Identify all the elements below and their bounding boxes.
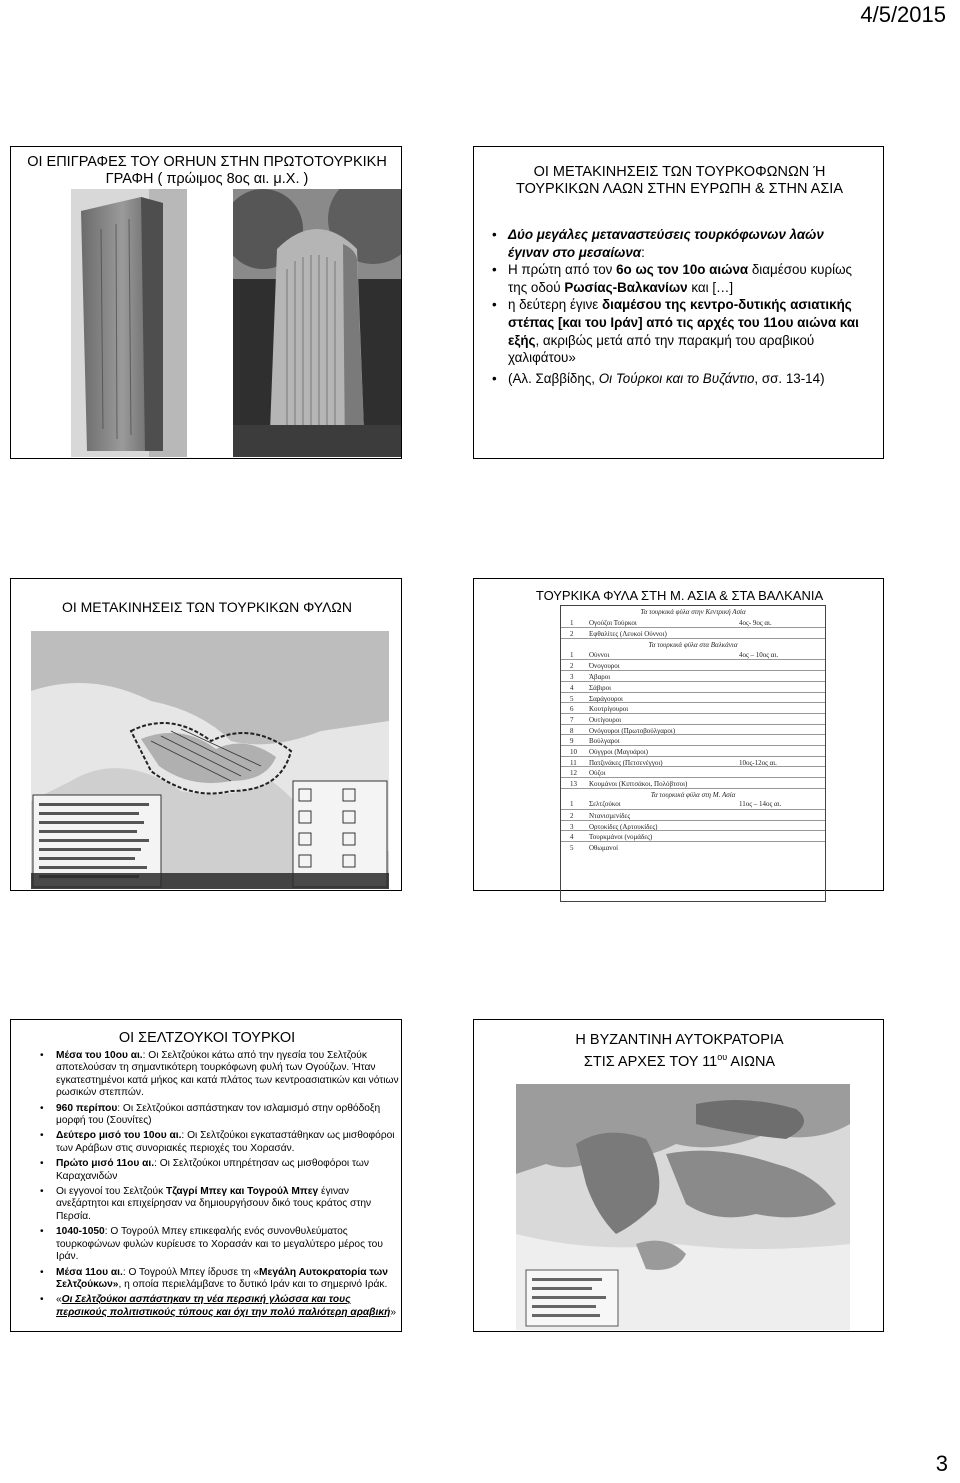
slide-1-title bbox=[11, 154, 402, 188]
text: διαμέσου κυρίως της οδού bbox=[508, 262, 852, 295]
text: Η πρώτη από τον bbox=[508, 262, 617, 278]
text: : Οι Σελτζούκοι κάτω από την ηγεσία του Σελτζούκ αποτελούσαν τη σημαντικότερη τουρκόφωνη φυλή των Ογούζων. Ήταν εγκατεστημένοι κατά μήκος και κατά πλάτος των κεντροασιατικών και νότιων ρωσικών στεππών. bbox=[56, 1050, 399, 1099]
table-row bbox=[561, 766, 825, 777]
tribe-name: Ονόγουροι (Πρωτοβούλγαροι) bbox=[589, 726, 676, 735]
table-row bbox=[561, 670, 825, 681]
list-item bbox=[40, 1130, 400, 1155]
text-bold: Μέσα 11ου αι. bbox=[56, 1266, 123, 1278]
turkic-migrations-map bbox=[31, 631, 389, 889]
text-bold: 1040-1050 bbox=[56, 1226, 105, 1238]
text: , ακριβώς μετά από την παρακμή του αραβικού χαλιφάτου» bbox=[508, 332, 815, 366]
text-bold-italic-underline: Οι Σελτζούκοι ασπάστηκαν τη νέα περσική γλώσσα και τους περσικούς πολιτιστικούς τύπους και όχι την πολύ παλιότερη αραβική bbox=[56, 1294, 391, 1318]
text: » bbox=[390, 1306, 396, 1318]
tribe-name: Ντανισμενίδες bbox=[589, 812, 631, 821]
list-item bbox=[40, 1294, 400, 1319]
table-row bbox=[561, 617, 825, 628]
table-group-balkans bbox=[561, 649, 825, 788]
row-number: 3 bbox=[570, 673, 574, 682]
row-number: 12 bbox=[570, 769, 577, 778]
tribe-name: Ούννοι bbox=[589, 650, 610, 659]
slide-6-title-line1: Η ΒΥΖΑΝΤΙΝΗ ΑΥΤΟΚΡΑΤΟΡΙΑ bbox=[575, 1032, 784, 1048]
table-row bbox=[561, 798, 825, 809]
slide-2-bullet-3 bbox=[492, 296, 864, 366]
table-row bbox=[561, 841, 825, 852]
tribe-name: Ογούζοι Τούρκοι bbox=[589, 618, 637, 627]
row-number: 8 bbox=[570, 726, 574, 735]
text-bold: Μεγάλη Αυτοκρατορία των Σελτζούκων» bbox=[56, 1266, 388, 1290]
list-item bbox=[40, 1050, 400, 1100]
slide-2-bullet-1 bbox=[492, 226, 864, 261]
text-italic: Οι Τούρκοι και το Βυζάντιο bbox=[598, 370, 755, 386]
row-number: 3 bbox=[570, 822, 574, 831]
table-row bbox=[561, 809, 825, 820]
tribe-name: Άβαροι bbox=[589, 673, 611, 682]
table-row bbox=[561, 756, 825, 767]
list-item bbox=[40, 1226, 400, 1263]
slide-6 bbox=[473, 1019, 884, 1332]
slide-3 bbox=[10, 578, 402, 891]
century-range: 10ος-12ος αι. bbox=[739, 758, 777, 767]
tribe-name: Ορτοκίδες (Αρτουκίδες) bbox=[589, 822, 658, 831]
table-row bbox=[561, 724, 825, 735]
row-number: 1 bbox=[570, 800, 574, 809]
row-number: 2 bbox=[570, 662, 574, 671]
text-bold: Μέσα του 10ου αι. bbox=[56, 1050, 143, 1061]
table-row bbox=[561, 777, 825, 788]
row-number: 6 bbox=[570, 705, 574, 714]
slide-2-body bbox=[492, 226, 864, 387]
slide-5-title: ΟΙ ΣΕΛΤΖΟΥΚΟΙ ΤΟΥΡΚΟΙ bbox=[118, 1030, 296, 1046]
table-section-header: Τα τουρκικά φύλα στα Βαλκάνια bbox=[561, 638, 825, 649]
tribe-name: Βούλγαροι bbox=[589, 737, 620, 746]
table-row bbox=[561, 659, 825, 670]
slide-2-title-line2: ΤΟΥΡΚΙΚΩΝ ΛΑΩΝ ΣΤΗΝ ΕΥΡΩΠΗ & ΣΤΗΝ ΑΣΙΑ bbox=[515, 181, 843, 197]
slide-1 bbox=[10, 146, 402, 459]
table-row bbox=[561, 649, 825, 660]
tribe-name: Κουτρίγουροι bbox=[589, 705, 629, 714]
tribe-name: Εφθαλίτες (Λευκοί Ούννοι) bbox=[589, 630, 667, 639]
row-number: 13 bbox=[570, 780, 577, 788]
text: : Οι Σελτζούκοι εγκαταστάθηκαν ως μισθοφόροι των Αράβων στις συνοριακές περιοχές του Χορασάν. bbox=[56, 1130, 395, 1154]
page-number: 3 bbox=[935, 1451, 948, 1476]
century-range: 11ος – 14ος αι. bbox=[739, 800, 782, 809]
tribe-name: Πατζινάκες (Πετσενέγγοι) bbox=[589, 758, 663, 767]
row-number: 2 bbox=[570, 812, 574, 821]
table-row bbox=[561, 681, 825, 692]
text: : Οι Σελτζούκοι υπηρέτησαν ως μισθοφόροι των Καραχανιδών bbox=[56, 1158, 369, 1182]
slide-3-title: ΟΙ ΜΕΤΑΚΙΝΗΣΕΙΣ ΤΩΝ ΤΟΥΡΚΙΚΩΝ ΦΥΛΩΝ bbox=[61, 599, 353, 615]
orhun-stele-photo-right bbox=[233, 189, 401, 457]
century-range: 4ος – 10ος αι. bbox=[739, 650, 779, 659]
table-row bbox=[561, 830, 825, 841]
table-row bbox=[561, 702, 825, 713]
tribe-name: Τουρκμάνοι (νομάδες) bbox=[589, 833, 653, 842]
text: , η οποία περιελάμβανε το δυτικό Ιράν και το σημερινό Ιράκ. bbox=[118, 1278, 388, 1290]
text: έγιναν ανεξάρτητοι και επιχείρησαν να δημιουργήσουν δικό τους κράτος στην Περσία. bbox=[56, 1186, 372, 1222]
slide-2-bullet-1-head: Δύο μεγάλες μεταναστεύσεις τουρκόφωνων λαών έγιναν στο μεσαίωνα bbox=[508, 227, 824, 260]
text: « bbox=[56, 1294, 62, 1306]
list-item bbox=[40, 1186, 400, 1223]
table-row bbox=[561, 820, 825, 831]
text: ΑΙΩΝΑ bbox=[727, 1053, 776, 1070]
row-number: 4 bbox=[570, 683, 574, 692]
text: : Ο Τογρούλ Μπεγ ίδρυσε τη « bbox=[122, 1266, 260, 1278]
byzantine-empire-map bbox=[516, 1084, 850, 1330]
text-bold: Τζαγρί Μπεγ και Τογρούλ Μπεγ bbox=[166, 1186, 319, 1198]
table-section-header: Τα τουρκικά φύλα στη Μ. Ασία bbox=[561, 788, 825, 799]
slide-1-title-line2: ΓΡΑΦΗ ( πρώιμος 8ος αι. μ.Χ. ) bbox=[105, 171, 309, 187]
text-bold: διαμέσου της κεντρο-δυτικής ασιατικής στέπας [και του Ιράν] από τις αρχές του 11ου αιώνα και εξής bbox=[508, 297, 859, 348]
text-bold: 6ο ως τον 10ο αιώνα bbox=[616, 262, 749, 278]
tribe-name: Σαράγουροι bbox=[589, 694, 623, 703]
tribe-name: Ουτίγουροι bbox=[589, 715, 622, 724]
table-group-asia-minor bbox=[561, 798, 825, 851]
century-range: 4ος- 9ος αι. bbox=[739, 618, 772, 627]
text-bold: Πρώτο μισό 11ου αι. bbox=[56, 1158, 155, 1170]
text-bold: Δεύτερο μισό του 10ου αι. bbox=[56, 1130, 182, 1142]
slide-5-body bbox=[40, 1050, 400, 1322]
text: ΣΤΙΣ ΑΡΧΕΣ ΤΟΥ 11 bbox=[583, 1053, 718, 1070]
text: και […] bbox=[687, 279, 734, 295]
slide-1-title-line1: ΟΙ ΕΠΙΓΡΑΦΕΣ ΤΟΥ ORHUN ΣΤΗΝ ΠΡΩΤΟΤΟΥΡΚΙΚΗ bbox=[27, 154, 387, 170]
text: (Αλ. Σαββίδης, bbox=[508, 370, 599, 386]
text-bold: Ρωσίας-Βαλκανίων bbox=[564, 279, 688, 295]
orhun-stele-photo-left bbox=[71, 189, 187, 457]
tribe-name: Ούζοι bbox=[589, 769, 606, 778]
text-superscript: ου bbox=[717, 1052, 728, 1062]
table-row bbox=[561, 627, 825, 638]
tribe-name: Σελτζούκοι bbox=[589, 800, 621, 809]
turkic-tribes-table bbox=[560, 605, 826, 902]
tribe-name: Κουμάνοι (Κιπτσάκοι, Πολόβτσοι) bbox=[589, 780, 688, 788]
row-number: 7 bbox=[570, 715, 574, 724]
table-section-header: Τα τουρκικά φύλα στην Κεντρική Ασία bbox=[640, 608, 746, 616]
table-row bbox=[561, 692, 825, 703]
list-item bbox=[40, 1267, 400, 1292]
slide-2-bullet-1-tail: : bbox=[641, 244, 645, 260]
text: η δεύτερη έγινε bbox=[508, 297, 602, 313]
row-number: 4 bbox=[570, 833, 574, 842]
slide-2-title-line1: ΟΙ ΜΕΤΑΚΙΝΗΣΕΙΣ ΤΩΝ ΤΟΥΡΚΟΦΩΝΩΝ Ή bbox=[533, 164, 826, 180]
text: Οι εγγονοί του Σελτζούκ bbox=[56, 1186, 166, 1198]
slide-2-title bbox=[474, 164, 884, 198]
row-number: 5 bbox=[570, 694, 574, 703]
table-group-central-asia bbox=[561, 617, 825, 638]
slide-6-title bbox=[474, 1032, 884, 1071]
row-number: 5 bbox=[570, 844, 574, 853]
tribe-name: Ούγγροι (Μαγυάροι) bbox=[589, 747, 648, 756]
table-row bbox=[561, 713, 825, 724]
row-number: 11 bbox=[570, 758, 577, 767]
text-bold: 960 περίπου bbox=[56, 1102, 118, 1114]
slide-4-title: ΤΟΥΡΚΙΚΑ ΦΥΛΑ ΣΤΗ Μ. ΑΣΙΑ & ΣΤΑ ΒΑΛΚΑΝΙΑ bbox=[535, 588, 824, 603]
tribe-name: Σάβιροι bbox=[589, 683, 612, 692]
text: : Οι Σελτζούκοι ασπάστηκαν τον ισλαμισμό στην ορθόδοξη μορφή του (Σουνίτες) bbox=[56, 1102, 381, 1127]
text: : Ο Τογρούλ Μπεγ επικεφαλής ενός συνονθυλεύματος τουρκοφώνων φυλών κυρίευσε το Χορασάν και το μεγαλύτερο μέρος του Ιράν. bbox=[56, 1226, 383, 1263]
row-number: 9 bbox=[570, 737, 574, 746]
row-number: 1 bbox=[570, 618, 574, 627]
row-number: 1 bbox=[570, 650, 574, 659]
tribe-name: Οθωμανοί bbox=[589, 844, 618, 853]
list-item bbox=[40, 1158, 400, 1183]
text: , σσ. 13-14) bbox=[754, 370, 825, 386]
tribe-name: Όνογουροι bbox=[589, 662, 620, 671]
table-row bbox=[561, 745, 825, 756]
table-row bbox=[561, 734, 825, 745]
row-number: 10 bbox=[570, 747, 577, 756]
slide-2-bullet-2 bbox=[492, 261, 864, 296]
page-date: 4/5/2015 bbox=[860, 2, 946, 27]
list-item bbox=[40, 1103, 400, 1128]
slide-2-bullet-4 bbox=[492, 370, 864, 388]
slide-6-title-line2 bbox=[474, 1049, 884, 1071]
row-number: 2 bbox=[570, 630, 574, 639]
